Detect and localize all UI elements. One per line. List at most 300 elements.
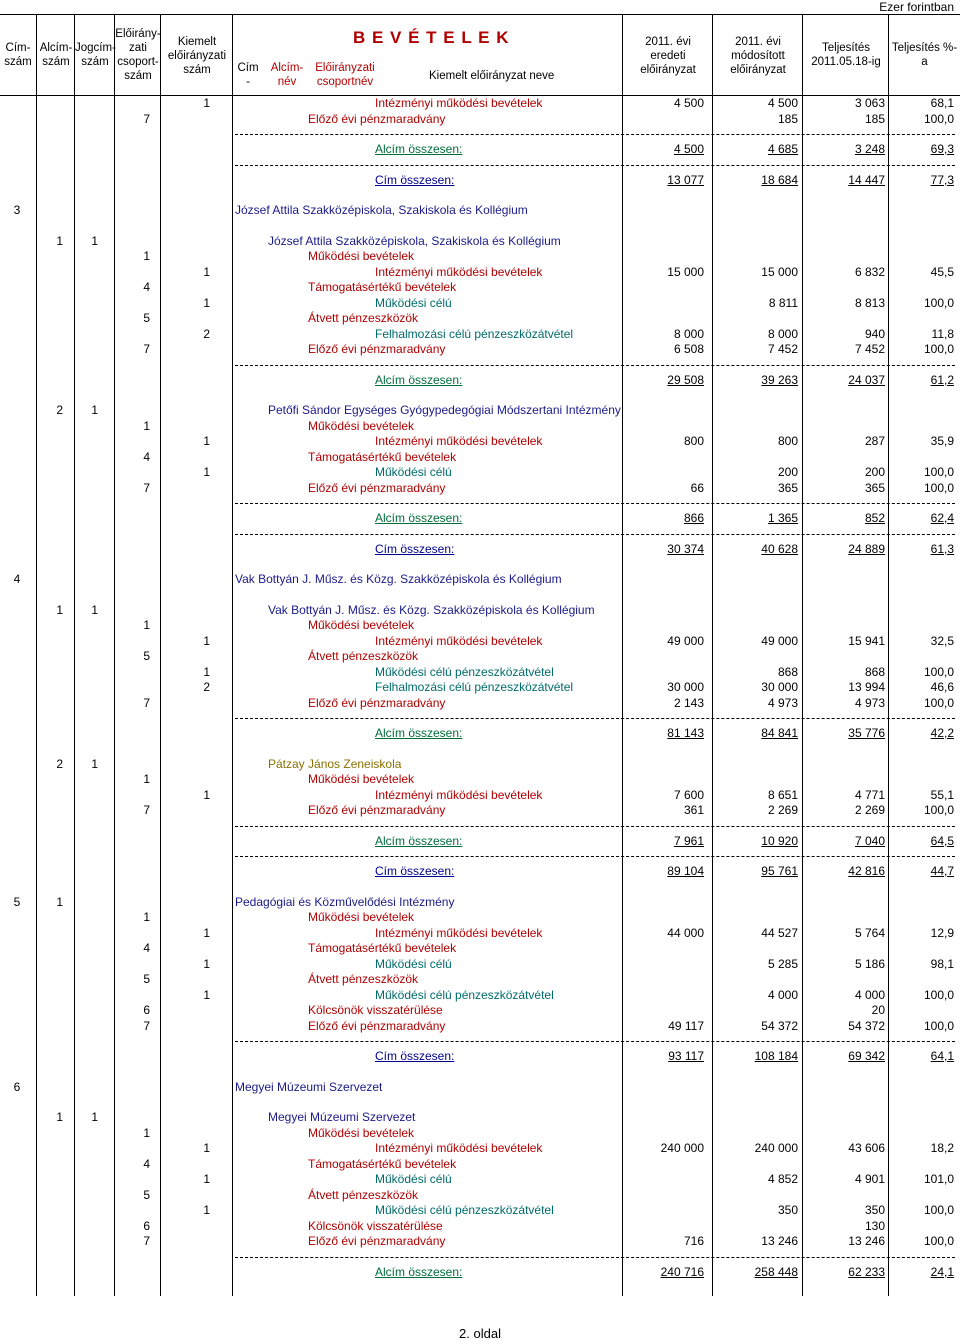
separator-line — [235, 718, 955, 719]
item-label: Átvett pénzeszközök — [308, 649, 419, 663]
code-c4: 4 — [143, 449, 150, 464]
total-label: Cím összesen: — [375, 864, 455, 878]
value-n4: 100,0 — [923, 480, 954, 495]
value-n4: 100,0 — [923, 1018, 954, 1033]
value-n2: 8 000 — [767, 326, 798, 341]
item-label: Támogatásértékű bevételek — [308, 449, 457, 464]
value-n3: 42 816 — [848, 864, 885, 878]
table-row — [0, 202, 960, 218]
value-n1: 6 508 — [673, 342, 704, 356]
value-n2: 108 184 — [754, 1049, 798, 1063]
total-label: Alcím összesen: — [375, 142, 463, 156]
table-row — [0, 925, 960, 941]
value-n3: 54 372 — [848, 1018, 885, 1033]
value-n1: 240 716 — [660, 1264, 704, 1279]
value-n3: 868 — [864, 664, 885, 679]
value-n4: 44,7 — [930, 864, 954, 878]
header-bevetelek — [232, 15, 623, 95]
value-n1: 89 104 — [667, 864, 704, 878]
item-label: Működési bevételek — [308, 618, 415, 632]
item-label: Vak Bottyán J. Műsz. és Közg. Szakközépiskola és Kollégium — [235, 572, 562, 586]
item-label: Kölcsönök visszatérülése — [308, 1218, 443, 1233]
total-row — [0, 172, 960, 188]
item-label: Átvett pénzeszközök — [308, 972, 419, 986]
value-n2: 30 000 — [761, 680, 798, 694]
value-n4: 100,0 — [923, 1234, 954, 1248]
total-row — [0, 1048, 960, 1064]
table-row — [0, 617, 960, 633]
code-c4: 1 — [143, 249, 150, 263]
code-c1: 5 — [13, 894, 21, 909]
value-n2: 240 000 — [754, 1141, 798, 1155]
table-row — [0, 971, 960, 987]
table-row — [0, 310, 960, 326]
item-label: Működési bevételek — [308, 249, 415, 263]
code-c5: 1 — [203, 956, 210, 971]
code-c5: 1 — [203, 1172, 210, 1186]
table-row — [0, 756, 960, 772]
value-n4: 32,5 — [930, 633, 954, 648]
value-n2: 4 500 — [767, 96, 798, 110]
table-row — [0, 1079, 960, 1095]
item-label: Megyei Múzeumi Szervezet — [268, 1110, 416, 1124]
code-c5: 1 — [203, 295, 210, 310]
code-c2: 2 — [56, 756, 63, 771]
value-n3: 2 269 — [854, 803, 885, 817]
table-row — [0, 1218, 960, 1234]
code-c5: 1 — [203, 434, 210, 448]
value-n1: 30 000 — [667, 680, 704, 694]
value-n3: 365 — [864, 480, 885, 495]
value-n1: 44 000 — [667, 925, 704, 940]
table-row — [0, 341, 960, 357]
header-alcim-nev: Alcím- név — [270, 62, 304, 88]
value-n4: 100,0 — [923, 342, 954, 356]
item-label: Intézményi működési bevételek — [375, 434, 543, 448]
table-row — [0, 1018, 960, 1034]
value-n3: 43 606 — [848, 1141, 885, 1155]
value-n2: 5 285 — [767, 956, 798, 971]
value-n1: 66 — [690, 480, 704, 495]
value-n2: 868 — [777, 664, 798, 679]
code-c5: 1 — [203, 987, 210, 1002]
separator-line — [235, 365, 955, 366]
value-n3: 24 037 — [848, 372, 885, 387]
item-label: Működési célú — [375, 465, 452, 479]
separator-line — [235, 534, 955, 535]
value-n3: 8 813 — [854, 295, 885, 310]
separator-line — [235, 134, 955, 135]
value-n4: 61,2 — [930, 372, 954, 387]
value-n2: 1 365 — [767, 511, 798, 525]
value-n2: 2 269 — [767, 803, 798, 817]
item-label: Működési bevételek — [308, 418, 415, 433]
table-row — [0, 1233, 960, 1249]
value-n3: 3 248 — [854, 142, 885, 156]
code-c4: 1 — [143, 418, 150, 433]
item-label: Intézményi működési bevételek — [375, 925, 543, 940]
table-row — [0, 433, 960, 449]
table-row — [0, 233, 960, 249]
total-row — [0, 1264, 960, 1280]
header-cim-szam: Cím- szám — [4, 42, 32, 68]
value-n2: 365 — [777, 480, 798, 495]
code-c3: 1 — [91, 1110, 98, 1124]
total-row — [0, 141, 960, 157]
value-n1: 4 500 — [673, 96, 704, 110]
table-row — [0, 326, 960, 342]
code-c4: 7 — [143, 1018, 150, 1033]
item-label: Vak Bottyán J. Műsz. és Közg. Szakközépiskola és Kollégium — [268, 602, 595, 617]
code-c3: 1 — [91, 233, 98, 248]
code-c1: 3 — [13, 203, 21, 217]
header-cim: Cím - — [237, 62, 259, 88]
item-label: Átvett pénzeszközök — [308, 1187, 419, 1202]
value-n2: 18 684 — [761, 172, 798, 187]
value-n2: 4 852 — [767, 1172, 798, 1186]
item-label: Előző évi pénzmaradvány — [308, 695, 446, 710]
code-c5: 1 — [203, 264, 210, 279]
value-n3: 852 — [864, 511, 885, 525]
item-label: Intézményi működési bevételek — [375, 1141, 543, 1155]
total-row — [0, 510, 960, 526]
value-n1: 7 961 — [673, 833, 704, 848]
value-n1: 361 — [683, 803, 704, 817]
table-row — [0, 295, 960, 311]
value-n2: 200 — [777, 465, 798, 479]
code-c2: 1 — [56, 894, 63, 909]
code-c2: 1 — [56, 233, 63, 248]
value-n4: 101,0 — [923, 1172, 954, 1186]
table-row — [0, 248, 960, 264]
value-n1: 8 000 — [673, 326, 704, 341]
code-c2: 1 — [56, 1110, 63, 1124]
code-c4: 1 — [143, 910, 150, 924]
item-label: Intézményi működési bevételek — [375, 787, 543, 802]
code-c4: 5 — [143, 1187, 150, 1202]
value-n1: 800 — [683, 434, 704, 448]
value-n2: 185 — [777, 111, 798, 126]
item-label: Működési bevételek — [308, 1125, 415, 1140]
value-n2: 39 263 — [761, 372, 798, 387]
code-c4: 1 — [143, 772, 150, 786]
value-n3: 35 776 — [848, 726, 885, 740]
total-row — [0, 372, 960, 388]
table-row — [0, 279, 960, 295]
item-label: Működési célú — [375, 295, 452, 310]
value-n4: 100,0 — [923, 111, 954, 126]
item-label: Működési célú pénzeszközátvétel — [375, 987, 554, 1002]
header-modositott: 2011. évi módosított előirányzat — [712, 15, 803, 115]
value-n3: 3 063 — [854, 96, 885, 110]
table-row — [0, 664, 960, 680]
value-n4: 68,1 — [930, 96, 954, 110]
code-c5: 1 — [203, 1141, 210, 1155]
value-n4: 64,5 — [930, 833, 954, 848]
value-n4: 42,2 — [930, 726, 954, 740]
total-label: Alcím összesen: — [375, 372, 463, 387]
value-n2: 258 448 — [754, 1264, 798, 1279]
table-row — [0, 480, 960, 496]
header-title: B E V É T E L E K — [353, 28, 510, 47]
total-row — [0, 725, 960, 741]
table-row — [0, 449, 960, 465]
total-label: Cím összesen: — [375, 541, 455, 556]
value-n3: 24 889 — [848, 541, 885, 556]
value-n2: 44 527 — [761, 925, 798, 940]
code-c4: 7 — [143, 1234, 150, 1248]
table-row — [0, 802, 960, 818]
value-n2: 15 000 — [761, 264, 798, 279]
value-n4: 69,3 — [930, 142, 954, 156]
total-label: Alcím összesen: — [375, 833, 463, 848]
value-n3: 940 — [864, 326, 885, 341]
item-label: Intézményi működési bevételek — [375, 633, 543, 648]
separator-line — [235, 1257, 955, 1258]
item-label: Intézményi működési bevételek — [375, 264, 543, 279]
table-row — [0, 602, 960, 618]
header-kiemelt-szam: Kiemelt előirányzati szám — [160, 15, 233, 115]
table-row — [0, 956, 960, 972]
code-c4: 1 — [143, 618, 150, 632]
value-n1: 49 000 — [667, 633, 704, 648]
value-n4: 12,9 — [930, 925, 954, 940]
value-n4: 11,8 — [931, 326, 954, 341]
table-row — [0, 1140, 960, 1156]
code-c4: 7 — [143, 803, 150, 817]
code-c4: 4 — [143, 941, 150, 955]
code-c5: 2 — [203, 326, 210, 341]
item-label: József Attila Szakközépiskola, Szakiskola és Kollégium — [268, 233, 561, 248]
code-c1: 6 — [13, 1079, 21, 1094]
table-row — [0, 95, 960, 111]
code-c4: 1 — [143, 1125, 150, 1140]
item-label: Működési célú — [375, 956, 452, 971]
separator-line — [235, 503, 955, 504]
table-row — [0, 1156, 960, 1172]
value-n2: 49 000 — [761, 633, 798, 648]
value-n1: 240 000 — [660, 1141, 704, 1155]
item-label: Megyei Múzeumi Szervezet — [235, 1079, 383, 1094]
item-label: Működési bevételek — [308, 910, 415, 924]
table-row — [0, 1202, 960, 1218]
code-c4: 5 — [143, 311, 150, 325]
table-row — [0, 418, 960, 434]
value-n2: 7 452 — [767, 342, 798, 356]
code-c2: 2 — [56, 403, 63, 417]
header-eloiranyzati-csoportnev: Előirányzati csoportnév — [315, 62, 375, 88]
table-row — [0, 633, 960, 649]
value-n4: 35,9 — [930, 434, 954, 448]
value-n4: 100,0 — [923, 695, 954, 710]
code-c4: 5 — [143, 972, 150, 986]
total-row — [0, 833, 960, 849]
value-n3: 7 040 — [854, 833, 885, 848]
value-n4: 100,0 — [923, 1203, 954, 1217]
value-n1: 49 117 — [668, 1018, 704, 1033]
value-n2: 84 841 — [761, 726, 798, 740]
value-n1: 7 600 — [673, 787, 704, 802]
code-c5: 1 — [203, 465, 210, 479]
value-n3: 4 000 — [854, 987, 885, 1002]
value-n4: 45,5 — [930, 264, 954, 279]
value-n3: 4 771 — [854, 787, 885, 802]
value-n1: 2 143 — [673, 695, 704, 710]
code-c5: 1 — [203, 787, 210, 802]
total-label: Cím összesen: — [375, 172, 455, 187]
item-label: Kölcsönök visszatérülése — [308, 1003, 443, 1017]
value-n1: 716 — [683, 1234, 704, 1248]
value-n3: 6 832 — [854, 264, 885, 279]
value-n3: 200 — [864, 465, 885, 479]
item-label: Átvett pénzeszközök — [308, 311, 419, 325]
separator-line — [235, 1041, 955, 1042]
page-number: 2. oldal — [459, 1326, 501, 1341]
table-row — [0, 940, 960, 956]
item-label: Működési célú pénzeszközátvétel — [375, 1203, 554, 1217]
value-n4: 100,0 — [923, 295, 954, 310]
value-n1: 29 508 — [667, 372, 704, 387]
item-label: Előző évi pénzmaradvány — [308, 111, 446, 126]
value-n2: 40 628 — [761, 541, 798, 556]
value-n2: 54 372 — [761, 1018, 798, 1033]
table-row — [0, 648, 960, 664]
table-row — [0, 771, 960, 787]
value-n3: 15 941 — [848, 633, 885, 648]
table-row — [0, 264, 960, 280]
value-n4: 100,0 — [923, 664, 954, 679]
value-n3: 7 452 — [854, 342, 885, 356]
code-c4: 4 — [143, 1156, 150, 1171]
value-n3: 5 764 — [854, 925, 885, 940]
code-c4: 6 — [143, 1003, 150, 1017]
item-label: Működési bevételek — [308, 772, 415, 786]
value-n4: 46,6 — [930, 680, 954, 694]
code-c4: 7 — [143, 695, 150, 710]
total-row — [0, 863, 960, 879]
code-c4: 7 — [143, 342, 150, 356]
code-c5: 1 — [203, 633, 210, 648]
value-n2: 4 685 — [767, 142, 798, 156]
value-n3: 13 994 — [848, 680, 885, 694]
item-label: Felhalmozási célú pénzeszközátvétel — [375, 326, 574, 341]
value-n1: 13 077 — [667, 172, 704, 187]
item-label: Felhalmozási célú pénzeszközátvétel — [375, 680, 574, 694]
item-label: Előző évi pénzmaradvány — [308, 1018, 446, 1033]
value-n3: 13 246 — [848, 1234, 885, 1248]
value-n3: 287 — [864, 434, 885, 448]
value-n3: 5 186 — [854, 956, 885, 971]
value-n2: 10 920 — [761, 833, 798, 848]
value-n2: 350 — [777, 1203, 798, 1217]
value-n4: 62,4 — [930, 511, 954, 525]
header-jogcim-szam: Jogcím- szám — [74, 15, 115, 121]
value-n2: 8 651 — [767, 787, 798, 802]
item-label: Petőfi Sándor Egységes Gyógypedegógiai Módszertani Intézmény — [268, 403, 621, 417]
code-c4: 7 — [143, 111, 150, 126]
code-c4: 4 — [143, 280, 150, 294]
code-c4: 7 — [143, 480, 150, 495]
table-row — [0, 894, 960, 910]
total-label: Alcím összesen: — [375, 1264, 463, 1279]
value-n2: 95 761 — [761, 864, 798, 878]
table-row — [0, 787, 960, 803]
table-row — [0, 1125, 960, 1141]
value-n1: 866 — [683, 511, 704, 525]
value-n4: 98,1 — [930, 956, 954, 971]
table-row — [0, 909, 960, 925]
item-label: Működési célú pénzeszközátvétel — [375, 664, 554, 679]
value-n1: 81 143 — [667, 726, 704, 740]
header-alcim-szam: Alcím- szám — [36, 15, 75, 121]
item-label: Előző évi pénzmaradvány — [308, 480, 446, 495]
value-n4: 55,1 — [930, 787, 954, 802]
total-label: Alcím összesen: — [375, 726, 463, 740]
value-n1: 15 000 — [667, 264, 704, 279]
value-n3: 4 973 — [854, 695, 885, 710]
item-label: Előző évi pénzmaradvány — [308, 342, 446, 356]
value-n2: 4 973 — [767, 695, 798, 710]
item-label: Támogatásértékű bevételek — [308, 280, 457, 294]
table-row — [0, 1187, 960, 1203]
code-c2: 1 — [56, 602, 63, 617]
value-n4: 24,1 — [930, 1264, 954, 1279]
header-eredeti: 2011. évi eredeti előirányzat — [622, 15, 713, 115]
value-n2: 4 000 — [767, 987, 798, 1002]
value-n4: 100,0 — [923, 987, 954, 1002]
value-n3: 4 901 — [854, 1172, 885, 1186]
separator-line — [235, 856, 955, 857]
code-c5: 1 — [203, 1203, 210, 1217]
code-c4: 6 — [143, 1218, 150, 1233]
header-teljesites: Teljesítés 2011.05.18-ig — [802, 15, 889, 121]
code-c3: 1 — [91, 403, 98, 417]
table-header — [0, 14, 960, 96]
table-row — [0, 1171, 960, 1187]
code-c5: 1 — [203, 96, 210, 110]
code-c5: 2 — [203, 680, 210, 694]
value-n1: 93 117 — [668, 1049, 704, 1063]
value-n3: 350 — [864, 1203, 885, 1217]
value-n4: 61,3 — [930, 541, 954, 556]
item-label: Előző évi pénzmaradvány — [308, 803, 446, 817]
total-label: Alcím összesen: — [375, 511, 463, 525]
value-n3: 62 233 — [848, 1264, 885, 1279]
separator-line — [235, 826, 955, 827]
table-row — [0, 679, 960, 695]
value-n2: 8 811 — [768, 295, 798, 310]
value-n4: 18,2 — [930, 1141, 954, 1155]
value-n4: 64,1 — [930, 1049, 954, 1063]
table-row — [0, 111, 960, 127]
code-c1: 4 — [13, 572, 21, 586]
code-c4: 5 — [143, 649, 150, 663]
item-label: Előző évi pénzmaradvány — [308, 1234, 446, 1248]
table-row — [0, 571, 960, 587]
value-n3: 185 — [864, 111, 885, 126]
code-c3: 1 — [91, 602, 98, 617]
value-n3: 130 — [864, 1218, 885, 1233]
item-label: Intézményi működési bevételek — [375, 96, 543, 110]
header-teljesites-pct: Teljesítés %- a — [888, 15, 960, 121]
separator-line — [235, 165, 955, 166]
code-c5: 1 — [203, 664, 210, 679]
item-label: Működési célú — [375, 1172, 452, 1186]
value-n3: 20 — [871, 1003, 885, 1017]
code-c5: 1 — [203, 925, 210, 940]
value-n4: 100,0 — [923, 803, 954, 817]
item-label: Pátzay János Zeneiskola — [268, 756, 402, 771]
